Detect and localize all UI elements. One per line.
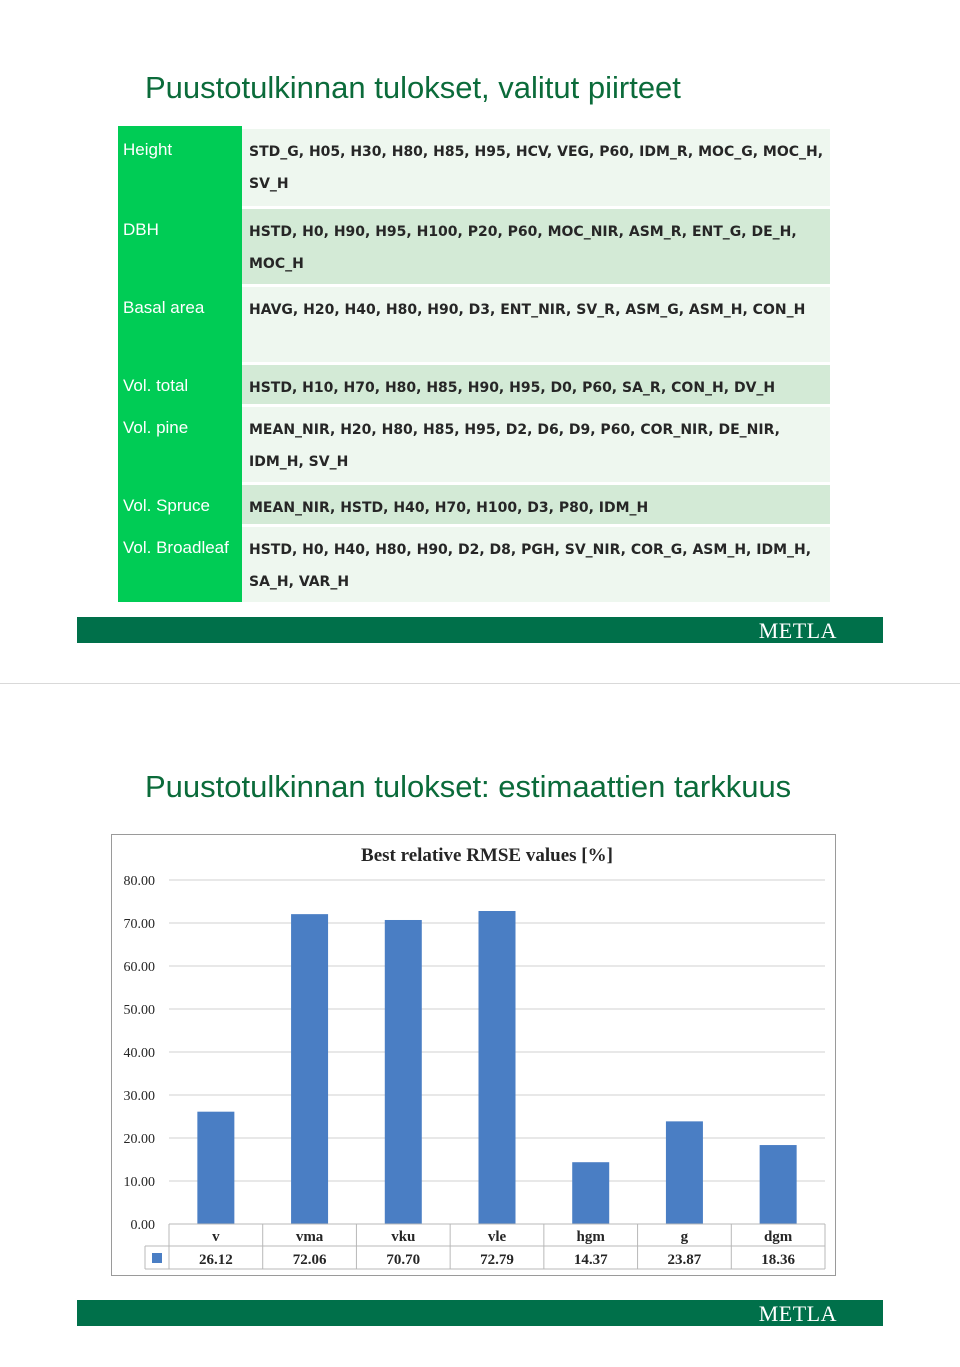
y-tick-label: 60.00 (123, 960, 155, 975)
category-label: vle (487, 1229, 507, 1245)
table-row (118, 128, 830, 208)
rmse-chart (111, 834, 836, 1276)
value-label: 23.87 (667, 1252, 702, 1268)
category-label: v (212, 1229, 220, 1245)
y-tick-label: 0.00 (130, 1218, 155, 1233)
feature-table (118, 126, 830, 602)
row-features-dbh: HSTD, H0, H90, H95, H100, P20, P60, MOC_NIR, ASM_R, ENT_G, DE_H, MOC_H (242, 208, 830, 286)
row-label-vol-pine: Vol. pine (118, 406, 242, 484)
row-features-basal-area: HAVG, H20, H40, H80, H90, D3, ENT_NIR, SV_R, ASM_G, ASM_H, CON_H (242, 286, 830, 364)
category-label: hgm (576, 1229, 605, 1245)
bar-vle (479, 911, 516, 1224)
row-label-basal-area: Basal area (118, 286, 242, 364)
category-label: dgm (763, 1229, 793, 1245)
value-label: 18.36 (761, 1252, 796, 1268)
y-tick-label: 30.00 (123, 1089, 155, 1104)
table-row (118, 484, 830, 526)
value-label: 72.79 (480, 1252, 514, 1268)
row-label-vol-broadleaf: Vol. Broadleaf (118, 526, 242, 602)
category-label: vku (391, 1229, 416, 1245)
bar-g (666, 1121, 703, 1224)
row-features-vol-pine: MEAN_NIR, H20, H80, H85, H95, D2, D6, D9, P60, COR_NIR, DE_NIR, IDM_H, SV_H (242, 406, 830, 484)
y-tick-label: 70.00 (123, 917, 155, 932)
row-label-height: Height (118, 128, 242, 208)
y-tick-label: 50.00 (123, 1003, 155, 1018)
bar-vma (291, 914, 328, 1224)
metla-logo: METLA (758, 1301, 837, 1326)
value-label: 72.06 (292, 1252, 327, 1268)
table-row (118, 286, 830, 364)
row-features-vol-spruce: MEAN_NIR, HSTD, H40, H70, H100, D3, P80, IDM_H (242, 484, 830, 526)
category-label: vma (295, 1229, 324, 1245)
row-label-vol-total: Vol. total (118, 364, 242, 406)
table-row (118, 364, 830, 406)
table-row (118, 526, 830, 602)
slide-accuracy (0, 684, 960, 1367)
legend-swatch (152, 1253, 162, 1263)
value-label: 70.70 (386, 1252, 421, 1268)
category-label: g (680, 1229, 689, 1245)
y-tick-label: 20.00 (123, 1132, 155, 1147)
chart-title: Best relative RMSE values [%] (361, 845, 613, 866)
y-tick-label: 10.00 (123, 1175, 155, 1190)
bar-dgm (760, 1145, 797, 1224)
value-label: 26.12 (198, 1252, 233, 1268)
row-features-height: STD_G, H05, H30, H80, H85, H95, HCV, VEG, P60, IDM_R, MOC_G, MOC_H, SV_H (242, 128, 830, 208)
footer-bar (77, 1300, 883, 1326)
slide-title: Puustotulkinnan tulokset, valitut piirteet (145, 70, 681, 105)
row-label-vol-spruce: Vol. Spruce (118, 484, 242, 526)
slide-title: Puustotulkinnan tulokset: estimaattien tarkkuus (145, 769, 792, 804)
row-features-vol-broadleaf: HSTD, H0, H40, H80, H90, D2, D8, PGH, SV_NIR, COR_G, ASM_H, IDM_H, SA_H, VAR_H (242, 526, 830, 602)
bar-hgm (572, 1162, 609, 1224)
row-features-vol-total: HSTD, H10, H70, H80, H85, H90, H95, D0, P60, SA_R, CON_H, DV_H (242, 364, 830, 406)
table-row (118, 406, 830, 484)
value-label: 14.37 (573, 1252, 608, 1268)
table-row (118, 208, 830, 286)
chart-svg (112, 835, 835, 1275)
bar-v (197, 1112, 234, 1224)
footer-bar (77, 617, 883, 643)
y-tick-label: 80.00 (123, 874, 155, 889)
y-tick-label: 40.00 (123, 1046, 155, 1061)
bar-vku (385, 920, 422, 1224)
row-label-dbh: DBH (118, 208, 242, 286)
slide-features (0, 0, 960, 683)
metla-logo: METLA (758, 618, 837, 643)
